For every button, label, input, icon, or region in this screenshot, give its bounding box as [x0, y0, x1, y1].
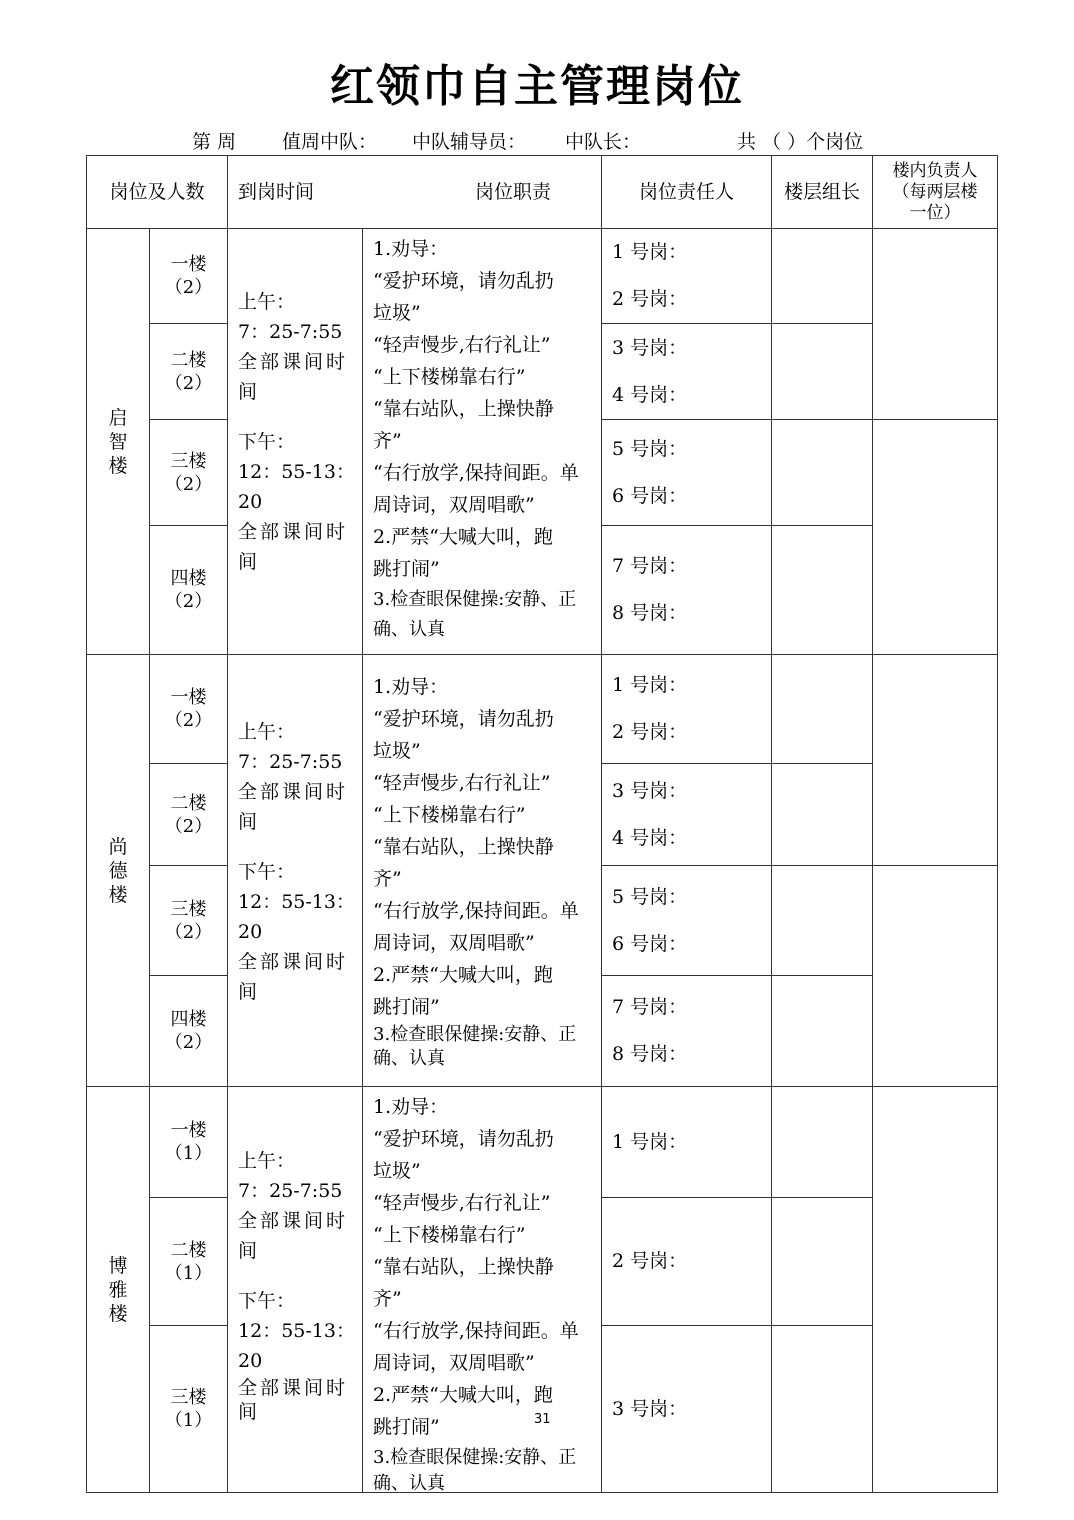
header-building-lead-line: （每两层楼 — [892, 181, 978, 202]
post-cell: 3 号岗： 4 号岗： — [602, 324, 772, 420]
floor-leader-cell — [772, 229, 873, 324]
header-person: 岗位责任人 — [602, 156, 772, 229]
floor-leader-cell — [772, 1087, 873, 1198]
post-cell: 1 号岗： 2 号岗： — [602, 655, 772, 764]
floor-leader-cell — [772, 1198, 873, 1326]
floor-cell: 三楼 （2） — [150, 866, 228, 976]
time-cell: 上午： 7：25-7:55 全部课间时 间 下午： 12：55-13： 20 全部课间时 间 — [228, 655, 363, 1087]
floor-cell: 一楼 （2） — [150, 229, 228, 324]
post-cell: 1 号岗： — [602, 1087, 772, 1198]
post-cell: 2 号岗： — [602, 1198, 772, 1326]
floor-leader-cell — [772, 866, 873, 976]
time-cell: 上午： 7：25-7:55 全部课间时 间 下午： 12：55-13： 20 全部课间时 间 — [228, 1087, 363, 1493]
building-name: 启 智 楼 — [87, 229, 150, 655]
building-lead-cell — [873, 866, 998, 1087]
duty-cell: 1.劝导： “爱护环境，请勿乱扔 垃圾” “轻声慢步,右行礼让” “上下楼梯靠右行” “靠右站队，上操快静 齐” “右行放学,保持间距。单 周诗词，双周唱歌” 2.严禁“大喊大叫，跑 跳打闹” 3.检查眼保健操:安静、正 确、认真 — [363, 655, 602, 1087]
floor-cell: 四楼 （2） — [150, 976, 228, 1087]
building-name: 尚 德 楼 — [87, 655, 150, 1087]
floor-leader-cell — [772, 655, 873, 764]
header-floor-leader: 楼层组长 — [772, 156, 873, 229]
floor-leader-cell — [772, 324, 873, 420]
post-cell: 3 号岗： 4 号岗： — [602, 764, 772, 866]
week-label: 第 周 — [192, 131, 237, 153]
post-cell: 5 号岗： 6 号岗： — [602, 866, 772, 976]
table-row — [87, 229, 998, 324]
floor-leader-cell — [772, 976, 873, 1087]
floor-cell: 二楼 （1） — [150, 1198, 228, 1326]
building-lead-cell — [873, 229, 998, 420]
floor-cell: 二楼 （2） — [150, 764, 228, 866]
floor-leader-cell — [772, 420, 873, 526]
floor-cell: 一楼 （1） — [150, 1087, 228, 1198]
duty-cell: 1.劝导： “爱护环境，请勿乱扔 垃圾” “轻声慢步,右行礼让” “上下楼梯靠右行” “靠右站队，上操快静 齐” “右行放学,保持间距。单 周诗词，双周唱歌” 2.严禁“大喊大叫，跑 跳打闹” 3.检查眼保健操:安静、正 确、认真 — [363, 1087, 602, 1493]
building-lead-cell — [873, 420, 998, 655]
total-posts-label: 共 （ ）个岗位 — [737, 131, 864, 153]
header-building-lead-line: 楼内负责人 — [892, 160, 978, 181]
header-duty: 岗位职责 — [475, 181, 552, 203]
page-title: 红领巾自主管理岗位 — [330, 61, 744, 112]
post-cell: 5 号岗： 6 号岗： — [602, 420, 772, 526]
duty-cell: 1.劝导： “爱护环境，请勿乱扔 垃圾” “轻声慢步,右行礼让” “上下楼梯靠右行” “靠右站队，上操快静 齐” “右行放学,保持间距。单 周诗词，双周唱歌” 2.严禁“大喊大叫，跑 跳打闹” 3.检查眼保健操:安静、正 确、认真 — [363, 229, 602, 655]
floor-cell: 三楼 （2） — [150, 420, 228, 526]
floor-leader-cell — [772, 526, 873, 655]
header-time-duty — [228, 156, 602, 229]
counselor-label: 中队辅导员： — [412, 131, 527, 153]
header-building-lead-line: 一位） — [909, 202, 961, 223]
header-position: 岗位及人数 — [87, 156, 228, 229]
building-lead-cell — [873, 1087, 998, 1493]
leader-label: 中队长： — [565, 131, 642, 153]
header-building-lead — [873, 156, 998, 229]
floor-cell: 二楼 （2） — [150, 324, 228, 420]
duty-table — [86, 155, 998, 1493]
table-row — [87, 1087, 998, 1198]
post-cell: 1 号岗： 2 号岗： — [602, 229, 772, 324]
post-cell: 7 号岗： 8 号岗： — [602, 976, 772, 1087]
post-cell: 7 号岗： 8 号岗： — [602, 526, 772, 655]
post-cell: 3 号岗： — [602, 1326, 772, 1493]
header-row — [87, 156, 998, 229]
floor-cell: 一楼 （2） — [150, 655, 228, 764]
time-cell: 上午： 7：25-7:55 全部课间时 间 下午： 12：55-13： 20 全部课间时 间 — [228, 229, 363, 655]
floor-leader-cell — [772, 1326, 873, 1493]
building-name: 博 雅 楼 — [87, 1087, 150, 1493]
page-number: 31 — [534, 1412, 551, 1427]
building-lead-cell — [873, 655, 998, 866]
header-time: 到岗时间 — [238, 181, 315, 203]
squad-label: 值周中队： — [282, 131, 378, 153]
floor-leader-cell — [772, 764, 873, 866]
floor-cell: 四楼 （2） — [150, 526, 228, 655]
table-row — [87, 655, 998, 764]
floor-cell: 三楼 （1） — [150, 1326, 228, 1493]
